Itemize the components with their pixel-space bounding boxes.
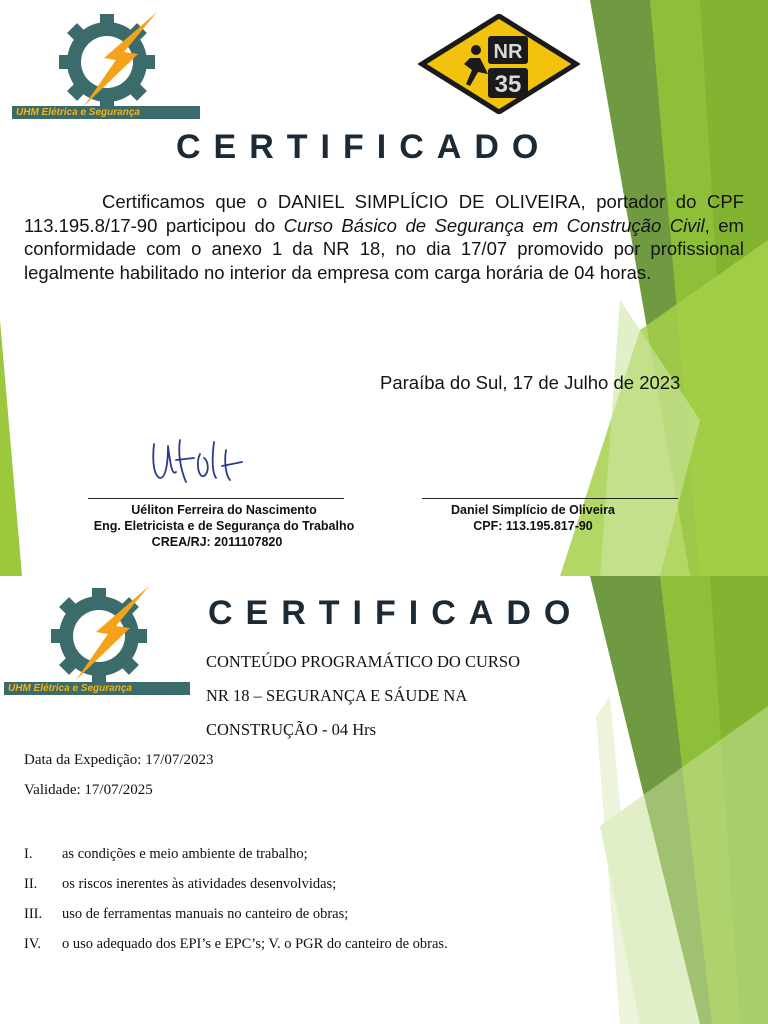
signature-image bbox=[146, 432, 256, 492]
place-date: Paraíba do Sul, 17 de Julho de 2023 bbox=[380, 372, 681, 393]
nr-badge-bottom: 35 bbox=[494, 71, 522, 98]
logo-caption: UHM Elétrica e Segurança bbox=[4, 682, 190, 695]
uhm-logo bbox=[4, 584, 194, 699]
list-item bbox=[24, 876, 336, 893]
list-item-number: I. bbox=[24, 846, 33, 862]
signer-left bbox=[52, 502, 396, 550]
course-name: Curso Básico de Segurança em Construção Civil bbox=[283, 214, 705, 236]
paragraph-part-1: Certificamos que o DANIEL SIMPLÍCIO DE OLIVEIRA bbox=[102, 191, 581, 212]
validity-date: Validade: 17/07/2025 bbox=[24, 782, 153, 798]
certificate-page-2 bbox=[0, 576, 768, 1024]
certificate-title: CERTIFICADO bbox=[208, 594, 584, 632]
list-item bbox=[24, 906, 348, 923]
uhm-logo bbox=[12, 10, 202, 120]
expedition-date: Data da Expedição: 17/07/2023 bbox=[24, 752, 214, 768]
list-item-number: II. bbox=[24, 876, 38, 892]
list-item-text: uso de ferramentas manuais no canteiro de obras; bbox=[62, 906, 349, 922]
signature-line-left bbox=[88, 498, 344, 499]
program-heading-line-1: CONTEÚDO PROGRAMÁTICO DO CURSO bbox=[206, 652, 520, 671]
list-item bbox=[24, 936, 448, 953]
signer-right-cpf: CPF: 113.195.817-90 bbox=[473, 519, 593, 533]
program-heading-line-3: CONSTRUÇÃO - 04 Hrs bbox=[206, 720, 377, 739]
signer-left-name: Uéliton Ferreira do Nascimento bbox=[131, 503, 317, 517]
signer-right bbox=[400, 502, 666, 534]
certificate-title: CERTIFICADO bbox=[176, 128, 552, 166]
list-item-text: as condições e meio ambiente de trabalho; bbox=[62, 846, 308, 862]
signer-left-crea: CREA/RJ: 2011107820 bbox=[151, 535, 283, 549]
list-item bbox=[24, 846, 308, 863]
list-item-number: III. bbox=[24, 906, 43, 922]
paragraph-part-3: , em conformidade com o anexo 1 da NR 18, no dia 17/07 promovido por profissional legalmente habilitado no interior da empresa com carga horária de 04 horas. bbox=[24, 214, 744, 283]
list-item-number: IV. bbox=[24, 936, 42, 952]
paragraph-part-2: , portador do CPF 113.195.8/17-90 participou do bbox=[24, 191, 744, 236]
list-item-text: o uso adequado dos EPI’s e EPC’s; V. o PGR do canteiro de obras. bbox=[62, 936, 448, 952]
program-heading-line-2: NR 18 – SEGURANÇA E SÁUDE NA bbox=[206, 686, 468, 705]
signature-line-right bbox=[422, 498, 678, 499]
nr-badge-top: NR bbox=[493, 41, 523, 63]
certificate-paragraph bbox=[24, 190, 744, 284]
list-item-text: os riscos inerentes às atividades desenvolvidas; bbox=[62, 876, 337, 892]
logo-caption: UHM Elétrica e Segurança bbox=[12, 106, 200, 119]
signer-right-name: Daniel Simplício de Oliveira bbox=[451, 503, 615, 517]
signer-left-role: Eng. Eletricista e de Segurança do Trabalho bbox=[93, 519, 355, 533]
nr-35-badge bbox=[418, 14, 580, 114]
